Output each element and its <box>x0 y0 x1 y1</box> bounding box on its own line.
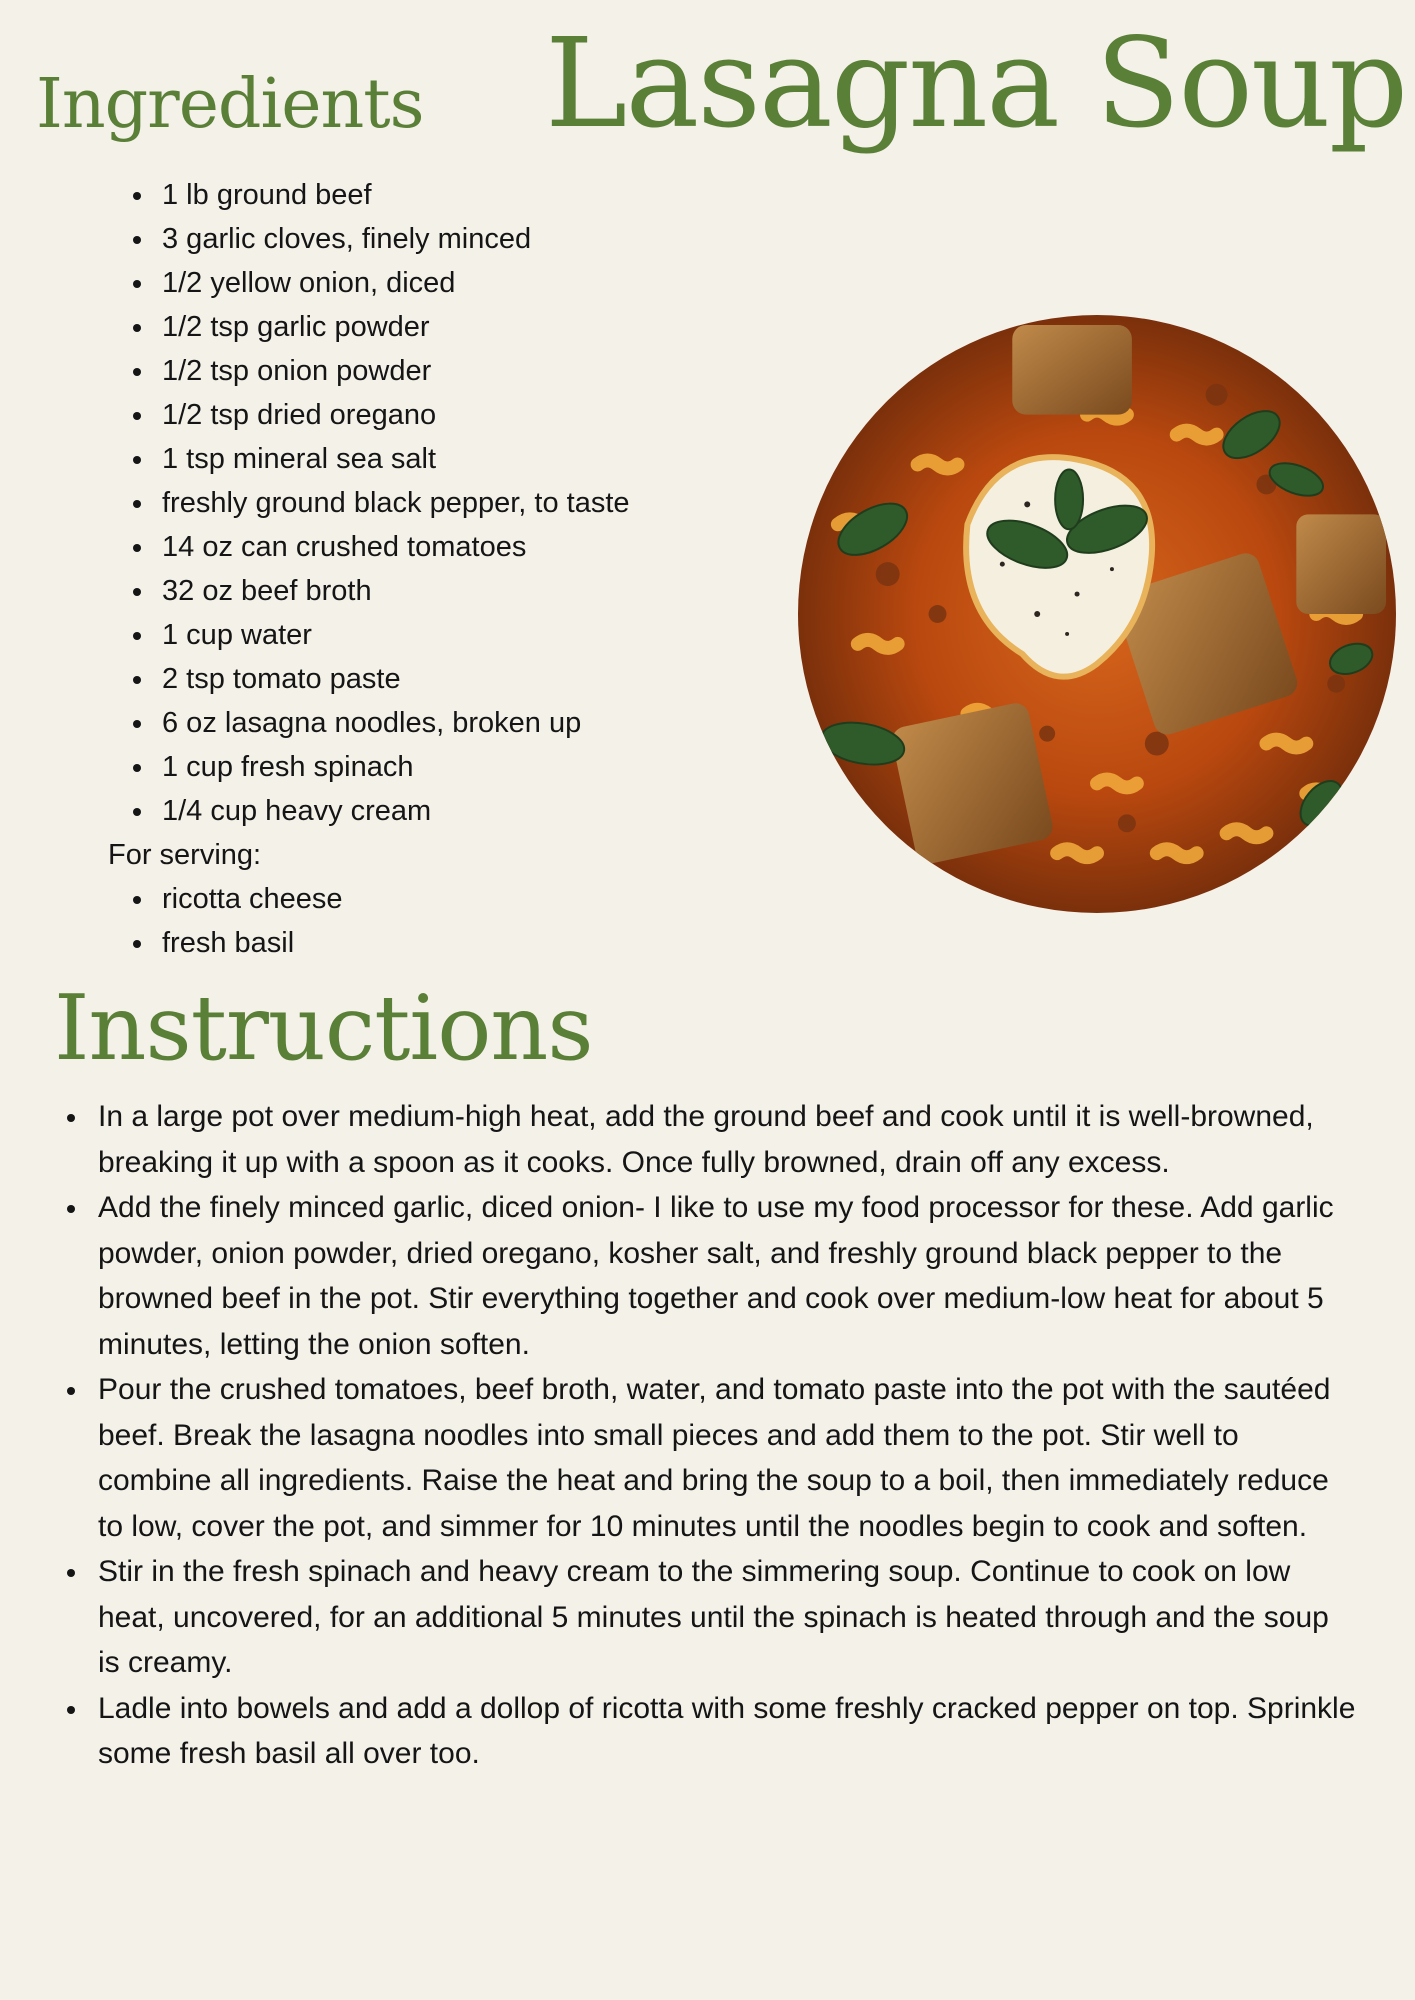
instructions-list <box>56 1094 1356 1777</box>
ingredient-item: 2 tsp tomato paste <box>108 657 748 701</box>
ingredient-item: 1/2 tsp onion powder <box>108 349 748 393</box>
ingredient-item: 1/2 yellow onion, diced <box>108 261 748 305</box>
ingredient-item: 1/4 cup heavy cream <box>108 789 748 833</box>
instruction-step: Pour the crushed tomatoes, beef broth, water, and tomato paste into the pot with the sautéed beef. Break the lasagna noodles into small pieces and add them to the pot. Stir well to combine all ingredients. Raise the heat and bring the soup to a boil, then immediately reduce to low, cover the pot, and simmer for 10 minutes until the noodles begin to cook and soften. <box>56 1367 1356 1549</box>
serving-list <box>108 877 748 965</box>
instruction-step: In a large pot over medium-high heat, add the ground beef and cook until it is well-browned, breaking it up with a spoon as it cooks. Once fully browned, drain off any excess. <box>56 1094 1356 1185</box>
ingredient-item: 1/2 tsp dried oregano <box>108 393 748 437</box>
soup-bowl-photo <box>798 315 1396 913</box>
serving-item: ricotta cheese <box>108 877 748 921</box>
serving-label: For serving: <box>108 839 262 871</box>
ingredient-item: 1 tsp mineral sea salt <box>108 437 748 481</box>
ingredient-item: 1 lb ground beef <box>108 173 748 217</box>
ingredient-item: 6 oz lasagna noodles, broken up <box>108 701 748 745</box>
ingredient-item: freshly ground black pepper, to taste <box>108 481 748 525</box>
instructions-heading: Instructions <box>54 976 593 1081</box>
soup-illustration <box>798 315 1396 913</box>
ingredients-heading: Ingredients <box>36 65 424 144</box>
recipe-title: Lasagna Soup <box>545 12 1407 156</box>
ingredient-item: 1 cup water <box>108 613 748 657</box>
ingredient-item: 1 cup fresh spinach <box>108 745 748 789</box>
serving-item: fresh basil <box>108 921 748 965</box>
ingredient-item: 32 oz beef broth <box>108 569 748 613</box>
ingredient-item: 3 garlic cloves, finely minced <box>108 217 748 261</box>
instruction-step: Stir in the fresh spinach and heavy cream to the simmering soup. Continue to cook on low heat, uncovered, for an additional 5 minutes until the spinach is heated through and the soup is creamy. <box>56 1549 1356 1686</box>
instruction-step: Ladle into bowels and add a dollop of ricotta with some freshly cracked pepper on top. Sprinkle some fresh basil all over too. <box>56 1686 1356 1777</box>
ingredient-item: 1/2 tsp garlic powder <box>108 305 748 349</box>
instruction-step: Add the finely minced garlic, diced onion- I like to use my food processor for these. Add garlic powder, onion powder, dried oregano, kosher salt, and freshly ground black pepper to the browned beef in the pot. Stir everything together and cook over medium-low heat for about 5 minutes, letting the onion soften. <box>56 1185 1356 1367</box>
ingredients-section <box>108 173 748 965</box>
ingredients-list <box>108 173 748 833</box>
ingredient-item: 14 oz can crushed tomatoes <box>108 525 748 569</box>
